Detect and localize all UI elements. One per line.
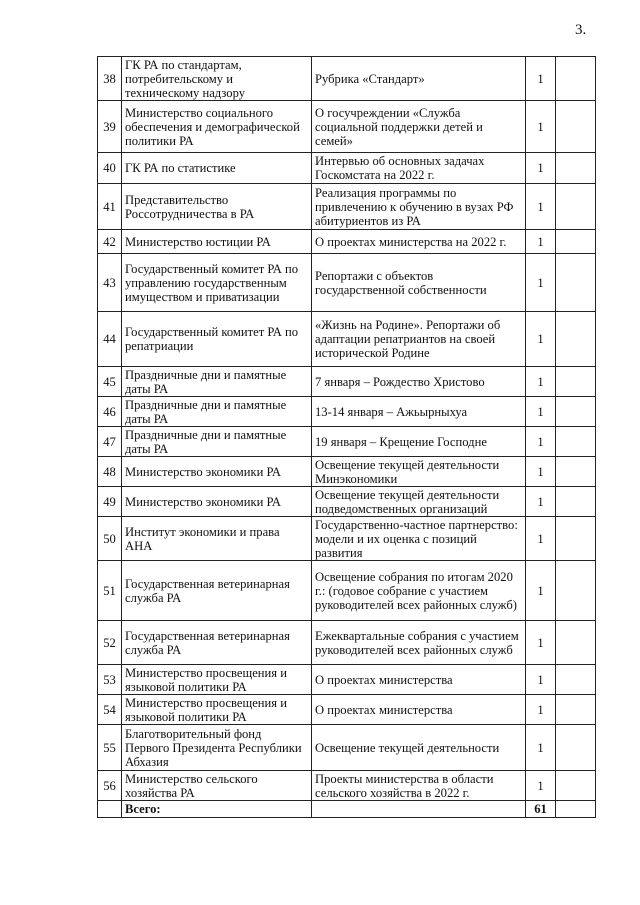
topic-cell: О госучреждении «Служба социальной поддержки детей и семей»: [312, 101, 526, 153]
organization-cell: Министерство экономики РА: [122, 487, 312, 517]
topic-cell: О проектах министерства: [312, 695, 526, 725]
organization-cell: Благотворительный фонд Первого Президента Республики Абхазия: [122, 725, 312, 771]
extra-cell: [556, 561, 596, 621]
organization-cell: Министерство просвещения и языковой политики РА: [122, 665, 312, 695]
organization-cell: ГК РА по статистике: [122, 153, 312, 184]
organization-cell: Министерство социального обеспечения и демографической политики РА: [122, 101, 312, 153]
extra-cell: [556, 312, 596, 367]
topic-cell: Освещение текущей деятельности Минэкономики: [312, 457, 526, 487]
organization-cell: Министерство сельского хозяйства РА: [122, 771, 312, 801]
topic-cell: Интервью об основных задачах Госкомстата на 2022 г.: [312, 153, 526, 184]
table-row: [98, 517, 596, 561]
quantity-cell: 1: [526, 665, 556, 695]
row-number: 43: [98, 254, 122, 312]
row-number: 41: [98, 184, 122, 230]
table-row: [98, 397, 596, 427]
extra-cell: [556, 101, 596, 153]
topic-cell: О проектах министерства: [312, 665, 526, 695]
topic-cell: Реализация программы по привлечению к обучению в вузах РФ абитуриентов из РА: [312, 184, 526, 230]
quantity-cell: 1: [526, 184, 556, 230]
extra-cell: [556, 695, 596, 725]
table-row: [98, 101, 596, 153]
quantity-cell: 1: [526, 457, 556, 487]
row-number: 50: [98, 517, 122, 561]
organization-cell: Государственный комитет РА по репатриации: [122, 312, 312, 367]
extra-cell: [556, 254, 596, 312]
extra-cell: [556, 487, 596, 517]
quantity-cell: 1: [526, 230, 556, 254]
row-number: 55: [98, 725, 122, 771]
quantity-cell: 1: [526, 487, 556, 517]
row-number: 49: [98, 487, 122, 517]
topic-cell: 13-14 января – Ажьырныхуа: [312, 397, 526, 427]
quantity-cell: 1: [526, 771, 556, 801]
quantity-cell: 1: [526, 312, 556, 367]
table-row: [98, 487, 596, 517]
table-row: [98, 57, 596, 101]
extra-cell: [556, 230, 596, 254]
quantity-cell: 1: [526, 695, 556, 725]
topic-cell: Освещение текущей деятельности подведомственных организаций: [312, 487, 526, 517]
table-row: [98, 665, 596, 695]
extra-cell: [556, 153, 596, 184]
page-number: 3.: [575, 22, 587, 38]
organization-cell: Праздничные дни и памятные даты РА: [122, 397, 312, 427]
extra-cell: [556, 665, 596, 695]
extra-cell: [556, 517, 596, 561]
extra-cell: [556, 427, 596, 457]
table-row: [98, 725, 596, 771]
organization-cell: ГК РА по стандартам, потребительскому и техническому надзору: [122, 57, 312, 101]
row-number: 44: [98, 312, 122, 367]
topic-cell: 7 января – Рождество Христово: [312, 367, 526, 397]
table-row: [98, 184, 596, 230]
extra-cell: [556, 184, 596, 230]
quantity-cell: 1: [526, 101, 556, 153]
total-label: Всего:: [122, 801, 312, 818]
table-row: [98, 695, 596, 725]
organization-cell: Праздничные дни и памятные даты РА: [122, 367, 312, 397]
table-row: [98, 153, 596, 184]
row-number: 39: [98, 101, 122, 153]
organization-cell: Представительство Россотрудничества в РА: [122, 184, 312, 230]
quantity-cell: 1: [526, 427, 556, 457]
total-topic-cell: [312, 801, 526, 818]
total-num-cell: [98, 801, 122, 818]
topic-cell: О проектах министерства на 2022 г.: [312, 230, 526, 254]
quantity-cell: 1: [526, 397, 556, 427]
quantity-cell: 1: [526, 725, 556, 771]
table-row: [98, 254, 596, 312]
organization-cell: Министерство просвещения и языковой политики РА: [122, 695, 312, 725]
table-row: [98, 621, 596, 665]
organization-cell: Институт экономики и права АНА: [122, 517, 312, 561]
row-number: 54: [98, 695, 122, 725]
topic-cell: «Жизнь на Родине». Репортажи об адаптации репатриантов на своей исторической Родине: [312, 312, 526, 367]
extra-cell: [556, 457, 596, 487]
table-row: [98, 457, 596, 487]
table-row: [98, 561, 596, 621]
total-extra-cell: [556, 801, 596, 818]
table-body: [98, 57, 596, 801]
extra-cell: [556, 367, 596, 397]
quantity-cell: 1: [526, 254, 556, 312]
extra-cell: [556, 621, 596, 665]
row-number: 40: [98, 153, 122, 184]
quantity-cell: 1: [526, 561, 556, 621]
table-row: [98, 230, 596, 254]
row-number: 51: [98, 561, 122, 621]
quantity-cell: 1: [526, 57, 556, 101]
row-number: 38: [98, 57, 122, 101]
quantity-cell: 1: [526, 367, 556, 397]
quantity-cell: 1: [526, 621, 556, 665]
row-number: 48: [98, 457, 122, 487]
organization-cell: Министерство юстиции РА: [122, 230, 312, 254]
total-count: 61: [526, 801, 556, 818]
organization-cell: Государственная ветеринарная служба РА: [122, 561, 312, 621]
extra-cell: [556, 57, 596, 101]
extra-cell: [556, 771, 596, 801]
topic-cell: Освещение собрания по итогам 2020 г.: (годовое собрание с участием руководителей всех районных служб): [312, 561, 526, 621]
topic-cell: Освещение текущей деятельности: [312, 725, 526, 771]
extra-cell: [556, 725, 596, 771]
table-row: [98, 427, 596, 457]
row-number: 53: [98, 665, 122, 695]
table-row: [98, 367, 596, 397]
extra-cell: [556, 397, 596, 427]
table-row: [98, 312, 596, 367]
row-number: 42: [98, 230, 122, 254]
row-number: 52: [98, 621, 122, 665]
topic-cell: 19 января – Крещение Господне: [312, 427, 526, 457]
quantity-cell: 1: [526, 517, 556, 561]
organization-cell: Праздничные дни и памятные даты РА: [122, 427, 312, 457]
quantity-cell: 1: [526, 153, 556, 184]
organization-cell: Министерство экономики РА: [122, 457, 312, 487]
media-plan-table: [97, 56, 596, 818]
organization-cell: Государственный комитет РА по управлению государственным имуществом и приватизации: [122, 254, 312, 312]
row-number: 47: [98, 427, 122, 457]
topic-cell: Рубрика «Стандарт»: [312, 57, 526, 101]
topic-cell: Проекты министерства в области сельского хозяйства в 2022 г.: [312, 771, 526, 801]
topic-cell: Репортажи с объектов государственной собственности: [312, 254, 526, 312]
total-row: [98, 801, 596, 818]
row-number: 45: [98, 367, 122, 397]
row-number: 56: [98, 771, 122, 801]
table-row: [98, 771, 596, 801]
topic-cell: Ежеквартальные собрания с участием руководителей всех районных служб: [312, 621, 526, 665]
organization-cell: Государственная ветеринарная служба РА: [122, 621, 312, 665]
topic-cell: Государственно-частное партнерство: модели и их оценка с позиций развития: [312, 517, 526, 561]
row-number: 46: [98, 397, 122, 427]
